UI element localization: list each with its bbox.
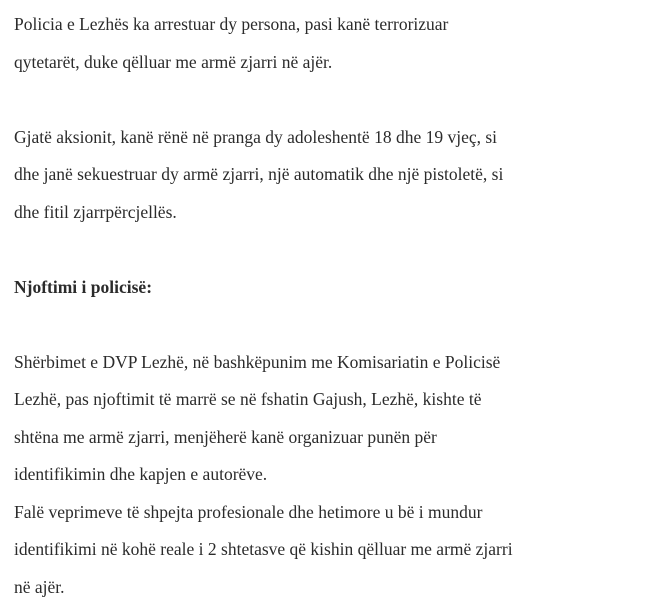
paragraph-line: Lezhë, pas njoftimit të marrë se në fshatin Gajush, Lezhë, kishte të xyxy=(14,381,644,419)
paragraph-line: dhe fitil zjarrpërcjellës. xyxy=(14,194,644,232)
paragraph-line: identifikimi në kohë reale i 2 shtetasve që kishin qëlluar me armë zjarri xyxy=(14,531,644,569)
paragraph-line: identifikimin dhe kapjen e autorëve. xyxy=(14,456,644,494)
police-statement-heading xyxy=(14,269,644,307)
paragraph-spacer xyxy=(14,81,644,119)
paragraph-line: dhe janë sekuestruar dy armë zjarri, një automatik dhe një pistoletë, si xyxy=(14,156,644,194)
article-body xyxy=(14,6,644,606)
paragraph-action xyxy=(14,119,644,232)
paragraph-line: Policia e Lezhës ka arrestuar dy persona, pasi kanë terrorizuar xyxy=(14,6,644,44)
paragraph-line: Gjatë aksionit, kanë rënë në pranga dy adoleshentë 18 dhe 19 vjeç, si xyxy=(14,119,644,157)
paragraph-line: Shërbimet e DVP Lezhë, në bashkëpunim me Komisariatin e Policisë xyxy=(14,344,644,382)
paragraph-spacer xyxy=(14,231,644,269)
paragraph-spacer xyxy=(14,306,644,344)
paragraph-intro xyxy=(14,6,644,81)
paragraph-statement xyxy=(14,344,644,494)
section-heading: Njoftimi i policisë: xyxy=(14,269,644,307)
paragraph-line: qytetarët, duke qëlluar me armë zjarri në ajër. xyxy=(14,44,644,82)
paragraph-line: shtëna me armë zjarri, menjëherë kanë organizuar punën për xyxy=(14,419,644,457)
paragraph-line: Falë veprimeve të shpejta profesionale dhe hetimore u bë i mundur xyxy=(14,494,644,532)
paragraph-identification xyxy=(14,494,644,606)
paragraph-line: në ajër. xyxy=(14,569,644,606)
